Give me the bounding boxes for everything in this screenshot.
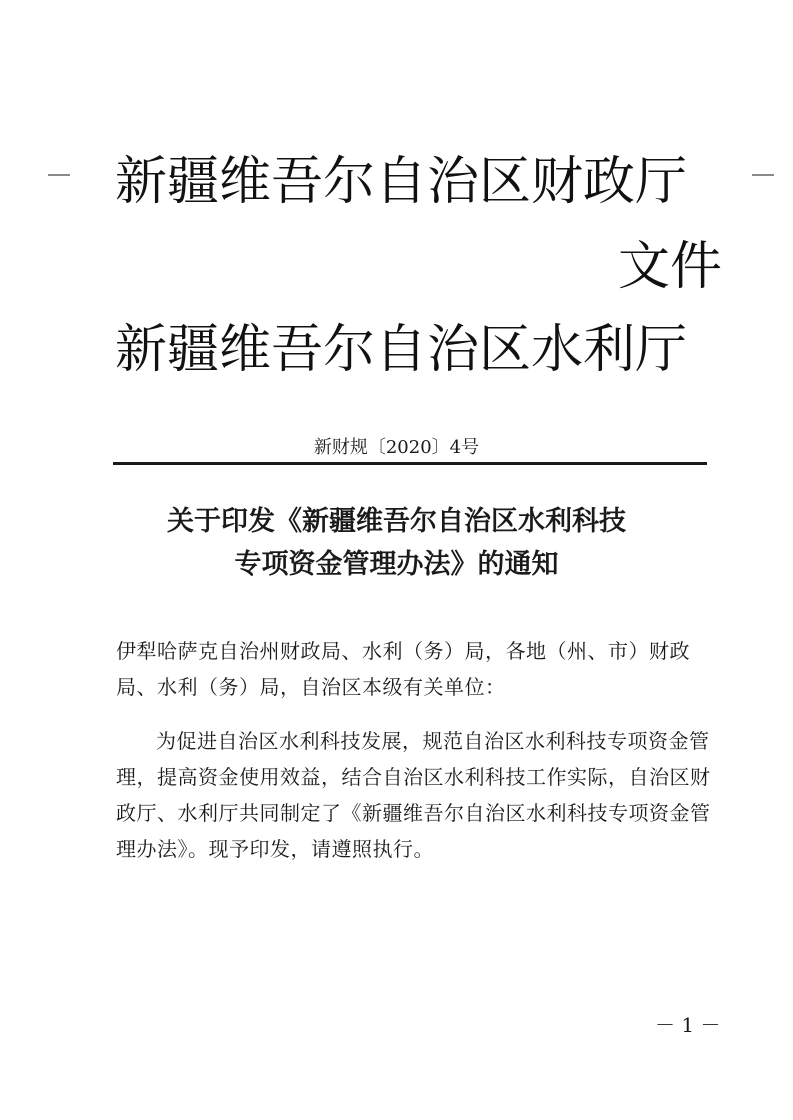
page-number: － 1 － (655, 1013, 721, 1037)
title-line-1: 关于印发《新疆维吾尔自治区水利科技 (167, 506, 626, 537)
document-word: 文件 (618, 237, 723, 297)
issuer-finance-department: 新疆维吾尔自治区财政厅 (115, 152, 688, 212)
document-number: 新财规〔2020〕4号 (313, 437, 480, 458)
scan-mark-right (752, 174, 774, 176)
body-paragraph: 为促进自治区水利科技发展，规范自治区水利科技专项资金管理，提高资金使用效益，结合自治区水利科技工作实际，自治区财政厅、水利厅共同制定了《新疆维吾尔自治区水利科技专项资金管理办法》。现予印发，请遵照执行。 (116, 729, 711, 861)
title-line-2: 专项资金管理办法》的通知 (234, 549, 559, 580)
issuer-water-resources-department: 新疆维吾尔自治区水利厅 (115, 320, 688, 380)
addressee: 伊犁哈萨克自治州财政局、水利（务）局，各地（州、市）财政局、水利（务）局，自治区本级有关单位： (116, 639, 690, 699)
header-divider (113, 462, 707, 465)
scan-mark-left (48, 174, 70, 176)
